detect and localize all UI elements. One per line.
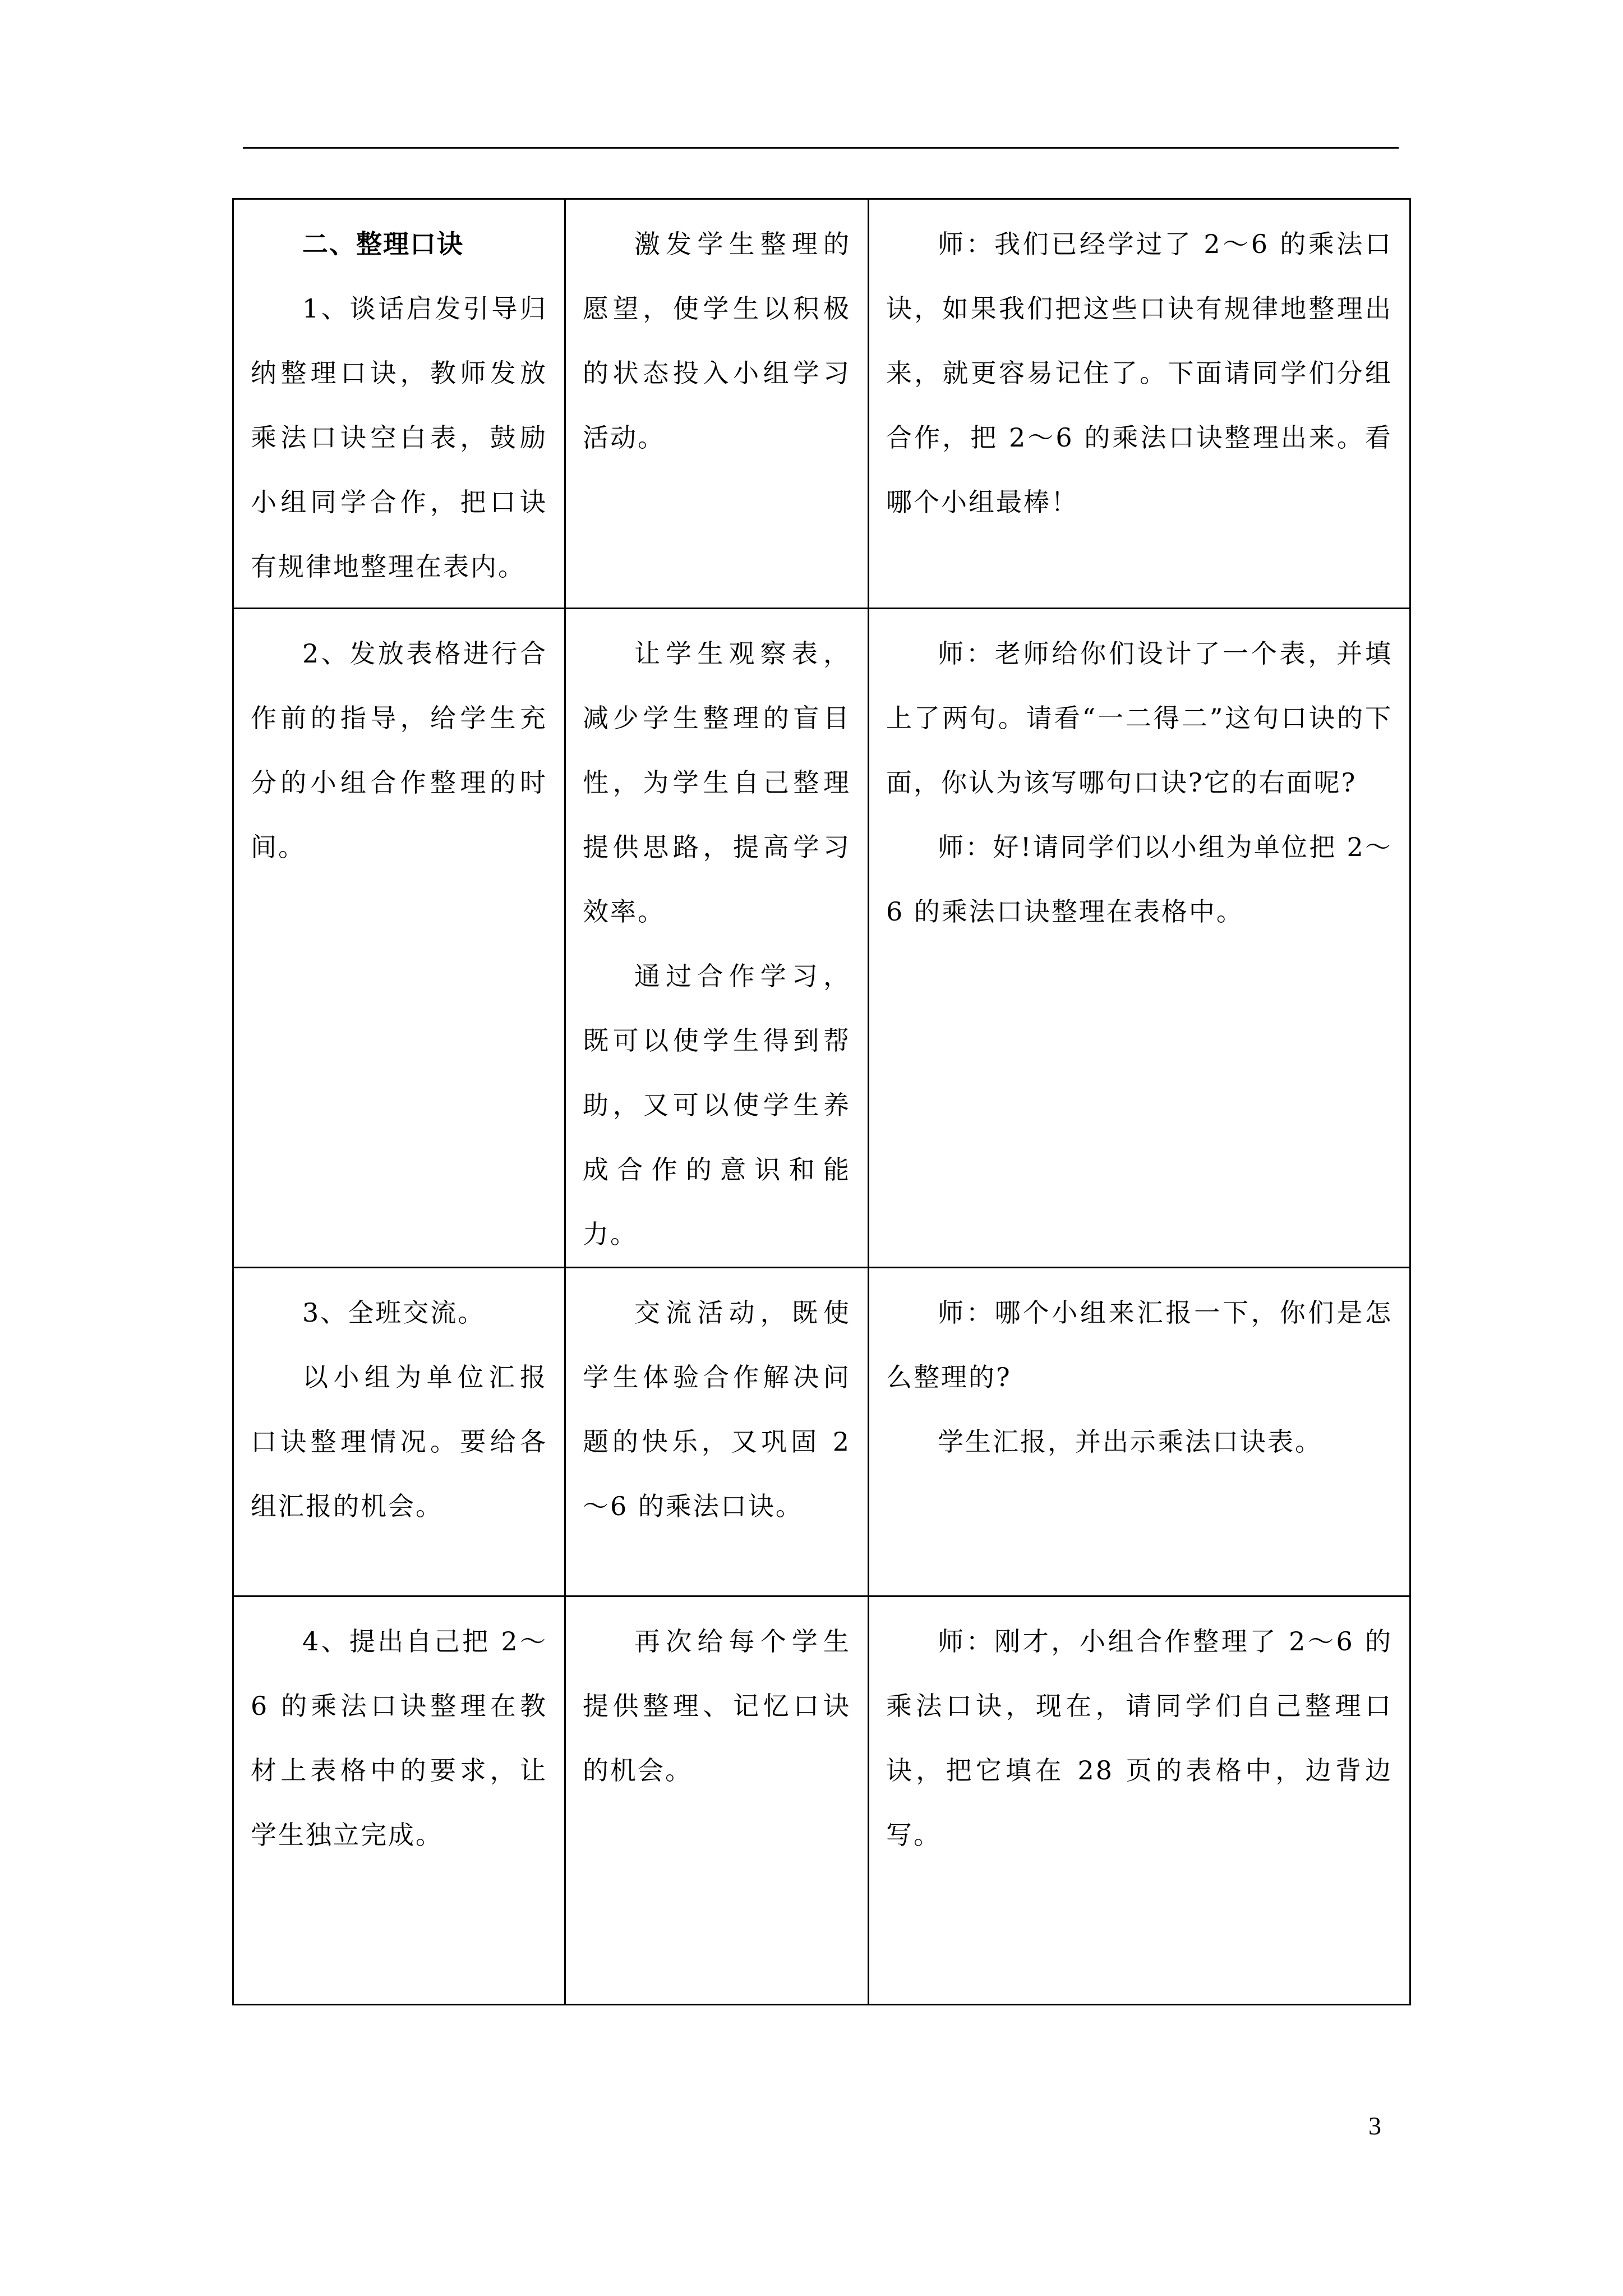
table-row xyxy=(233,1268,1410,1596)
cell-paragraph: 师：老师给你们设计了一个表，并填上了两句。请看“一二得二”这句口诀的下面，你认为该写哪句口诀?它的右面呢? xyxy=(886,638,1393,798)
teaching-process-cell xyxy=(233,1596,565,2005)
cell-paragraph: 1、谈话启发引导归纳整理口诀，教师发放乘法口诀空白表，鼓励小组同学合作，把口诀有规律地整理在表内。 xyxy=(251,293,547,582)
cell-paragraph: 师：刚才，小组合作整理了 2～6 的乘法口诀，现在，请同学们自己整理口诀，把它填在 28 页的表格中，边背边写。 xyxy=(886,1626,1393,1850)
table-row xyxy=(233,609,1410,1268)
cell-paragraph: 以小组为单位汇报口诀整理情况。要给各组汇报的机会。 xyxy=(251,1362,547,1521)
cell-paragraph: 交流活动，既使学生体验合作解决问题的快乐，又巩固 2～6 的乘法口诀。 xyxy=(583,1297,851,1521)
cell-paragraph: 师：哪个小组来汇报一下，你们是怎么整理的? xyxy=(886,1297,1393,1392)
cell-paragraph: 学生汇报，并出示乘法口诀表。 xyxy=(938,1427,1322,1457)
table-row xyxy=(233,1596,1410,2005)
cell-paragraph: 通过合作学习，既可以使学生得到帮助，又可以使学生养成合作的意识和能力。 xyxy=(583,961,851,1249)
teaching-process-cell xyxy=(233,199,565,609)
teaching-process-cell xyxy=(233,609,565,1268)
teacher-script-cell xyxy=(869,1268,1410,1596)
cell-paragraph: 激发学生整理的愿望，使学生以积极的状态投入小组学习活动。 xyxy=(583,229,851,453)
cell-paragraph: 4、提出自己把 2～6 的乘法口诀整理在教材上表格中的要求，让学生独立完成。 xyxy=(251,1626,547,1850)
header-rule xyxy=(243,147,1399,149)
cell-paragraph: 让学生观察表，减少学生整理的盲目性，为学生自己整理提供思路，提高学习效率。 xyxy=(583,638,851,927)
teaching-process-cell xyxy=(233,1268,565,1596)
page-number: 3 xyxy=(1368,2111,1381,2140)
cell-paragraph: 师：好!请同学们以小组为单位把 2～6 的乘法口诀整理在表格中。 xyxy=(886,832,1393,927)
teacher-script-cell xyxy=(869,1596,1410,2005)
lesson-plan-table xyxy=(232,198,1411,2005)
cell-paragraph: 3、全班交流。 xyxy=(302,1297,486,1328)
cell-paragraph: 师：我们已经学过了 2～6 的乘法口诀，如果我们把这些口诀有规律地整理出来，就更容易记住了。下面请同学们分组合作，把 2～6 的乘法口诀整理出来。看哪个小组最棒！ xyxy=(886,229,1393,517)
design-intent-cell xyxy=(565,1268,869,1596)
design-intent-cell xyxy=(565,1596,869,2005)
teacher-script-cell xyxy=(869,199,1410,609)
section-title: 二、整理口诀 xyxy=(302,229,464,259)
table-row xyxy=(233,199,1410,609)
cell-paragraph: 再次给每个学生提供整理、记忆口诀的机会。 xyxy=(583,1626,851,1786)
teacher-script-cell xyxy=(869,609,1410,1268)
design-intent-cell xyxy=(565,609,869,1268)
design-intent-cell xyxy=(565,199,869,609)
cell-paragraph: 2、发放表格进行合作前的指导，给学生充分的小组合作整理的时间。 xyxy=(251,638,547,862)
